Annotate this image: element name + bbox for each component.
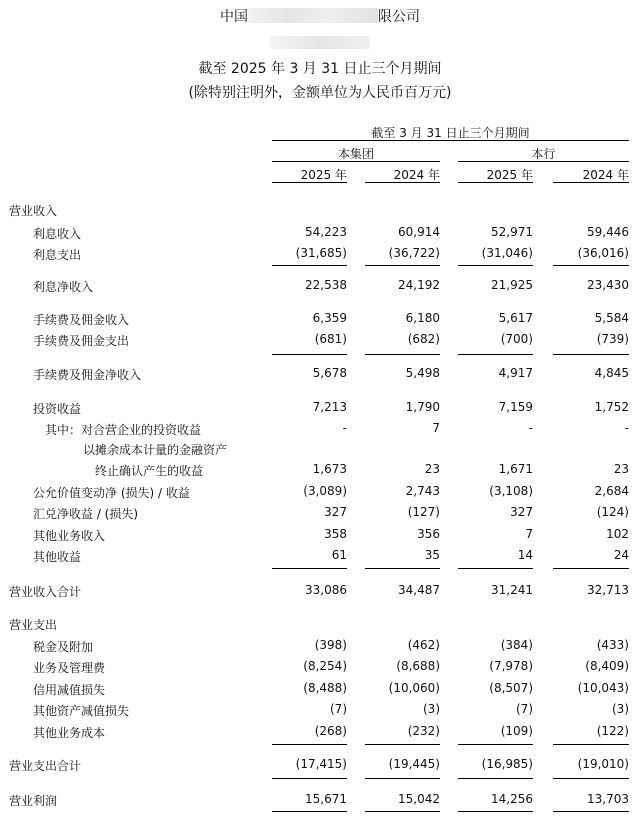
total-rule [553, 811, 629, 812]
table-row-operating-expense-heading [0, 616, 640, 632]
report-period: 截至 2025 年 3 月 31 日止三个月期间 [198, 61, 442, 77]
cell-value: (700) [500, 332, 533, 346]
cell-value: (31,046) [481, 246, 533, 260]
year-rule [458, 182, 533, 183]
row-label: 信用减值损失 [33, 683, 106, 697]
table-row-operating-profit [0, 792, 640, 808]
cell-value: (8,688) [396, 659, 440, 673]
year-header-group-2024: 2024 年 [393, 168, 440, 182]
subtotal-rule [458, 778, 533, 779]
row-label: 其他收益 [33, 550, 82, 564]
row-label: 终止确认产生的收益 [95, 464, 204, 478]
table-row [0, 505, 640, 521]
table-row [0, 225, 640, 241]
company-name-suffix: 限公司 [378, 9, 420, 25]
cell-value: 5,498 [405, 366, 440, 380]
cell-value: (3,089) [303, 484, 347, 498]
cell-value: 7,213 [312, 400, 347, 414]
table-row [0, 681, 640, 697]
cell-value: 6,359 [312, 311, 347, 325]
subtotal-rule [553, 354, 629, 355]
row-label: 其他业务收入 [33, 529, 106, 543]
table-row [0, 441, 640, 457]
row-label: 利息收入 [33, 227, 82, 241]
cell-value: (7) [516, 702, 533, 716]
cell-value: (232) [407, 724, 440, 738]
cell-value: (17,415) [295, 757, 347, 771]
row-label: 营业收入合计 [9, 585, 82, 599]
cell-value: (10,043) [577, 681, 629, 695]
cell-value: 60,914 [398, 225, 440, 239]
table-row [0, 638, 640, 654]
table-row-total [0, 757, 640, 773]
cell-value: 6,180 [405, 311, 440, 325]
row-label: 手续费及佣金支出 [33, 334, 130, 348]
cell-value: 13,703 [587, 792, 629, 806]
table-row-total [0, 583, 640, 599]
cell-value: 23 [613, 462, 629, 476]
year-rule [553, 182, 629, 183]
subtotal-rule [272, 778, 347, 779]
bank-column-header: 本行 [531, 147, 556, 161]
subtotal-rule [365, 744, 440, 745]
total-rule [458, 811, 533, 812]
row-label: 营业利润 [9, 794, 58, 808]
row-label: 税金及附加 [33, 640, 94, 654]
year-rule [365, 182, 440, 183]
cell-value: 7 [432, 421, 440, 435]
year-header-bank-2024: 2024 年 [582, 168, 629, 182]
subtotal-rule [553, 568, 629, 569]
table-row [0, 702, 640, 718]
group-column-header: 本集团 [337, 147, 374, 161]
cell-value: 327 [510, 505, 533, 519]
cell-value: 31,241 [491, 583, 533, 597]
cell-value: (462) [407, 638, 440, 652]
cell-value: 1,673 [312, 462, 347, 476]
cell-value: 7 [525, 527, 533, 541]
cell-value: 7,159 [498, 400, 533, 414]
table-row [0, 278, 640, 294]
cell-value: 5,584 [594, 311, 629, 325]
table-row [0, 366, 640, 382]
table-row [0, 421, 640, 437]
cell-value: - [624, 421, 629, 435]
cell-value: (433) [596, 638, 629, 652]
row-label: 手续费及佣金净收入 [33, 368, 142, 382]
cell-value: (3) [423, 702, 440, 716]
cell-value: (739) [596, 332, 629, 346]
subtotal-rule [458, 265, 533, 266]
cell-value: 2,743 [405, 484, 440, 498]
cell-value: (36,016) [577, 246, 629, 260]
year-header-group-2025: 2025 年 [300, 168, 347, 182]
bank-header-rule [458, 161, 629, 162]
cell-value: (8,409) [585, 659, 629, 673]
cell-value: (681) [314, 332, 347, 346]
cell-value: 1,790 [405, 400, 440, 414]
table-row [0, 311, 640, 327]
row-label: 营业支出 [9, 618, 58, 632]
cell-value: 52,971 [491, 225, 533, 239]
cell-value: 23,430 [587, 278, 629, 292]
cell-value: (124) [596, 505, 629, 519]
group-header-rule [272, 161, 440, 162]
cell-value: (10,060) [388, 681, 440, 695]
cell-value: 34,487 [398, 583, 440, 597]
row-label: 业务及管理费 [33, 661, 106, 675]
cell-value: 33,086 [305, 583, 347, 597]
cell-value: (31,685) [295, 246, 347, 260]
cell-value: (19,445) [388, 757, 440, 771]
cell-value: 4,845 [594, 366, 629, 380]
cell-value: 23 [424, 462, 440, 476]
cell-value: 356 [417, 527, 440, 541]
cell-value: 327 [324, 505, 347, 519]
cell-value: 14 [517, 548, 533, 562]
cell-value: (384) [500, 638, 533, 652]
cell-value: 4,917 [498, 366, 533, 380]
cell-value: 102 [606, 527, 629, 541]
subtotal-rule [365, 354, 440, 355]
row-label: 汇兑净收益 / (损失) [33, 507, 139, 521]
subtotal-rule [365, 568, 440, 569]
cell-value: (36,722) [388, 246, 440, 260]
table-row [0, 527, 640, 543]
cell-value: 54,223 [305, 225, 347, 239]
table-row [0, 659, 640, 675]
unit-note: (除特别注明外，金额单位为人民币百万元) [188, 85, 452, 101]
subtotal-rule [365, 778, 440, 779]
cell-value: 1,671 [498, 462, 533, 476]
cell-value: 358 [324, 527, 347, 541]
cell-value: 14,256 [491, 792, 533, 806]
subtotal-rule [272, 744, 347, 745]
subtotal-rule [553, 744, 629, 745]
total-rule [272, 811, 347, 812]
cell-value: (682) [407, 332, 440, 346]
cell-value: 24 [613, 548, 629, 562]
subtotal-rule [553, 265, 629, 266]
cell-value: 2,684 [594, 484, 629, 498]
subtotal-rule [458, 568, 533, 569]
row-label: 营业收入 [9, 204, 58, 218]
table-row [0, 400, 640, 416]
row-label: 投资收益 [33, 402, 82, 416]
table-row [0, 484, 640, 500]
row-label: 手续费及佣金收入 [33, 313, 130, 327]
table-row [0, 246, 640, 262]
subtotal-rule [272, 265, 347, 266]
cell-value: 32,713 [587, 583, 629, 597]
cell-value: (7,978) [489, 659, 533, 673]
row-label: 利息支出 [33, 248, 82, 262]
cell-value: (398) [314, 638, 347, 652]
cell-value: (16,985) [481, 757, 533, 771]
cell-value: 15,671 [305, 792, 347, 806]
subtotal-rule [272, 568, 347, 569]
period-column-header: 截至 3 月 31 日止三个月期间 [371, 126, 530, 140]
row-label: 以摊余成本计量的金融资产 [83, 443, 228, 457]
cell-value: - [528, 421, 533, 435]
header-rule [272, 140, 629, 141]
table-row [0, 332, 640, 348]
subtotal-rule [272, 354, 347, 355]
cell-value: (19,010) [577, 757, 629, 771]
year-rule [272, 182, 347, 183]
cell-value: 21,925 [491, 278, 533, 292]
cell-value: (122) [596, 724, 629, 738]
cell-value: 59,446 [587, 225, 629, 239]
subtotal-rule [458, 354, 533, 355]
redacted-company-name [248, 8, 378, 23]
cell-value: 24,192 [398, 278, 440, 292]
cell-value: 5,678 [312, 366, 347, 380]
row-label: 其他资产减值损失 [33, 704, 130, 718]
cell-value: (127) [407, 505, 440, 519]
redacted-subtitle [270, 36, 370, 49]
table-row [0, 462, 640, 478]
cell-value: 15,042 [398, 792, 440, 806]
cell-value: (7) [330, 702, 347, 716]
subtotal-rule [458, 744, 533, 745]
cell-value: - [342, 421, 347, 435]
table-row [0, 724, 640, 740]
company-name-prefix: 中国 [220, 9, 248, 25]
year-header-bank-2025: 2025 年 [486, 168, 533, 182]
cell-value: 35 [424, 548, 440, 562]
total-rule [365, 811, 440, 812]
row-label: 利息净收入 [33, 280, 94, 294]
cell-value: 22,538 [305, 278, 347, 292]
cell-value: 5,617 [498, 311, 533, 325]
cell-value: (109) [500, 724, 533, 738]
cell-value: (8,488) [303, 681, 347, 695]
table-row [0, 548, 640, 564]
cell-value: (8,254) [303, 659, 347, 673]
cell-value: 1,752 [594, 400, 629, 414]
company-name [0, 6, 640, 26]
row-label: 其中：对合营企业的投资收益 [45, 423, 202, 437]
cell-value: 61 [331, 548, 347, 562]
row-label: 营业支出合计 [9, 759, 82, 773]
cell-value: (3) [612, 702, 629, 716]
cell-value: (268) [314, 724, 347, 738]
cell-value: (8,507) [489, 681, 533, 695]
subtotal-rule [553, 778, 629, 779]
table-row-operating-income-heading [0, 202, 640, 218]
subtotal-rule [365, 265, 440, 266]
row-label: 公允价值变动净 (损失) / 收益 [33, 486, 190, 500]
row-label: 其他业务成本 [33, 726, 106, 740]
cell-value: (3,108) [489, 484, 533, 498]
